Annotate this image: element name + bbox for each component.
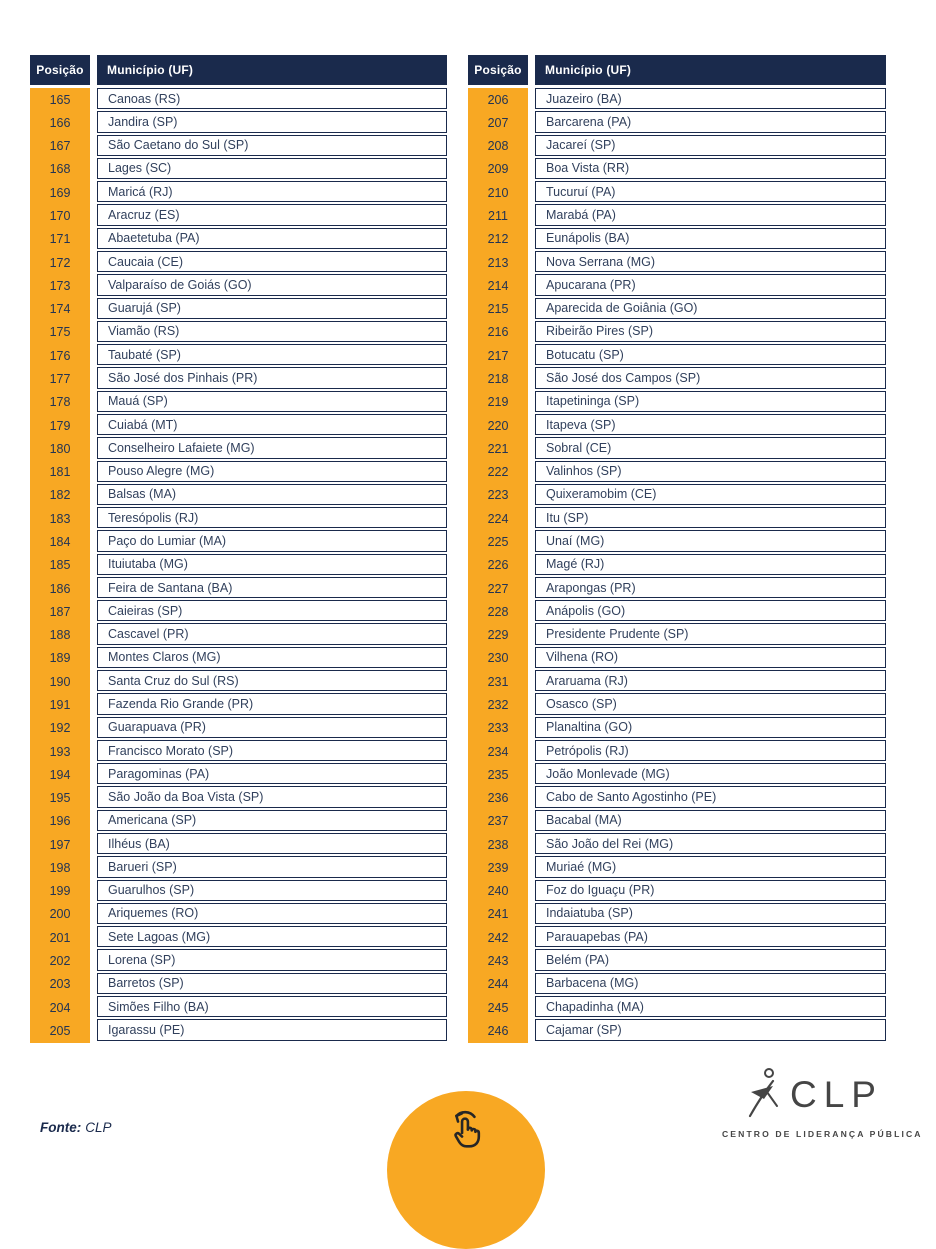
position-cell: 204 <box>49 1000 71 1015</box>
position-cell: 202 <box>49 954 71 969</box>
municipality-cell: Paragominas (PA) <box>97 763 447 784</box>
position-cell: 242 <box>487 930 509 945</box>
position-cell: 231 <box>487 674 509 689</box>
position-cell: 176 <box>49 348 71 363</box>
position-cell: 173 <box>49 278 71 293</box>
position-column-header: Posição <box>30 55 90 85</box>
position-cell: 233 <box>487 721 509 736</box>
position-cell: 229 <box>487 628 509 643</box>
municipality-cell: Americana (SP) <box>97 810 447 831</box>
clp-logo <box>722 1066 923 1139</box>
position-cell: 240 <box>487 884 509 899</box>
position-cell: 213 <box>487 255 509 270</box>
municipality-cell: Petrópolis (RJ) <box>535 740 886 761</box>
ranking-table-left <box>30 55 447 1043</box>
position-cell: 215 <box>487 302 509 317</box>
clp-figure-icon <box>746 1066 786 1123</box>
position-cell: 187 <box>49 604 71 619</box>
position-cell: 234 <box>487 744 509 759</box>
position-cell: 186 <box>49 581 71 596</box>
position-cell: 189 <box>49 651 71 666</box>
position-cell: 168 <box>49 162 71 177</box>
municipality-cell: Magé (RJ) <box>535 554 886 575</box>
municipality-cell: Apucarana (PR) <box>535 274 886 295</box>
municipality-cell: João Monlevade (MG) <box>535 763 886 784</box>
municipality-cell: Igarassu (PE) <box>97 1019 447 1040</box>
source-label: Fonte: <box>40 1120 82 1135</box>
municipality-cell: Barcarena (PA) <box>535 111 886 132</box>
position-cell: 216 <box>487 325 509 340</box>
municipality-cell: Unaí (MG) <box>535 530 886 551</box>
municipality-cell: São Caetano do Sul (SP) <box>97 135 447 156</box>
position-cell: 201 <box>49 930 71 945</box>
position-cell: 197 <box>49 837 71 852</box>
municipality-column <box>535 88 886 1043</box>
position-cell: 211 <box>488 209 508 224</box>
municipality-cell: Francisco Morato (SP) <box>97 740 447 761</box>
position-column-header: Posição <box>468 55 528 85</box>
municipality-cell: Osasco (SP) <box>535 693 886 714</box>
municipality-cell: Indaiatuba (SP) <box>535 903 886 924</box>
municipality-cell: Lorena (SP) <box>97 949 447 970</box>
municipality-cell: Juazeiro (BA) <box>535 88 886 109</box>
municipality-cell: Itapeva (SP) <box>535 414 886 435</box>
municipality-cell: Guarulhos (SP) <box>97 880 447 901</box>
municipality-cell: Mauá (SP) <box>97 391 447 412</box>
position-cell: 239 <box>487 860 509 875</box>
position-cell: 203 <box>49 977 71 992</box>
municipality-cell: Simões Filho (BA) <box>97 996 447 1017</box>
swipe-hint-button[interactable] <box>387 1091 545 1249</box>
position-cell: 244 <box>487 977 509 992</box>
municipality-cell: São José dos Campos (SP) <box>535 367 886 388</box>
position-cell: 221 <box>487 441 509 456</box>
position-cell: 178 <box>49 395 71 410</box>
position-cell: 243 <box>487 954 509 969</box>
table-header-row <box>468 55 886 85</box>
position-cell: 228 <box>487 604 509 619</box>
municipality-cell: Aparecida de Goiânia (GO) <box>535 298 886 319</box>
municipality-cell: Aracruz (ES) <box>97 204 447 225</box>
municipality-cell: Barretos (SP) <box>97 973 447 994</box>
municipality-cell: Barueri (SP) <box>97 856 447 877</box>
municipality-cell: Tucuruí (PA) <box>535 181 886 202</box>
position-cell: 205 <box>49 1023 71 1038</box>
municipality-cell: Taubaté (SP) <box>97 344 447 365</box>
position-cell: 193 <box>49 744 71 759</box>
municipality-column-header: Município (UF) <box>97 55 447 85</box>
municipality-column <box>97 88 447 1043</box>
position-cell: 222 <box>487 465 509 480</box>
position-cell: 198 <box>49 860 71 875</box>
position-cell: 195 <box>49 791 71 806</box>
position-cell: 218 <box>487 372 509 387</box>
position-cell: 245 <box>487 1000 509 1015</box>
municipality-cell: Jandira (SP) <box>97 111 447 132</box>
municipality-cell: Lages (SC) <box>97 158 447 179</box>
municipality-cell: Nova Serrana (MG) <box>535 251 886 272</box>
municipality-cell: São José dos Pinhais (PR) <box>97 367 447 388</box>
position-cell: 225 <box>487 534 509 549</box>
municipality-cell: Teresópolis (RJ) <box>97 507 447 528</box>
municipality-cell: Anápolis (GO) <box>535 600 886 621</box>
municipality-cell: Ariquemes (RO) <box>97 903 447 924</box>
municipality-cell: Valinhos (SP) <box>535 461 886 482</box>
position-cell: 166 <box>49 115 71 130</box>
table-header-row <box>30 55 447 85</box>
position-cell: 167 <box>49 139 71 154</box>
municipality-cell: Parauapebas (PA) <box>535 926 886 947</box>
municipality-cell: Balsas (MA) <box>97 484 447 505</box>
position-cell: 232 <box>487 697 509 712</box>
position-column <box>468 88 528 1043</box>
position-cell: 190 <box>49 674 71 689</box>
position-cell: 241 <box>487 907 509 922</box>
municipality-cell: Araruama (RJ) <box>535 670 886 691</box>
municipality-cell: Arapongas (PR) <box>535 577 886 598</box>
municipality-cell: Ribeirão Pires (SP) <box>535 321 886 342</box>
municipality-column-header: Município (UF) <box>535 55 886 85</box>
municipality-cell: Belém (PA) <box>535 949 886 970</box>
municipality-cell: Vilhena (RO) <box>535 647 886 668</box>
position-cell: 185 <box>49 558 71 573</box>
municipality-cell: Pouso Alegre (MG) <box>97 461 447 482</box>
position-cell: 170 <box>49 209 71 224</box>
position-cell: 223 <box>487 488 509 503</box>
municipality-cell: Barbacena (MG) <box>535 973 886 994</box>
clp-wordmark: CLP <box>790 1074 883 1115</box>
municipality-cell: Maricá (RJ) <box>97 181 447 202</box>
municipality-cell: Chapadinha (MA) <box>535 996 886 1017</box>
position-cell: 174 <box>49 302 71 317</box>
position-cell: 180 <box>49 441 71 456</box>
municipality-cell: Cabo de Santo Agostinho (PE) <box>535 786 886 807</box>
municipality-cell: Santa Cruz do Sul (RS) <box>97 670 447 691</box>
position-column <box>30 88 90 1043</box>
municipality-cell: Cascavel (PR) <box>97 623 447 644</box>
clp-subtitle: CENTRO DE LIDERANÇA PÚBLICA <box>722 1129 923 1139</box>
position-cell: 181 <box>49 465 71 480</box>
position-cell: 219 <box>487 395 509 410</box>
position-cell: 175 <box>49 325 71 340</box>
position-cell: 169 <box>49 185 71 200</box>
municipality-cell: Cajamar (SP) <box>535 1019 886 1040</box>
position-cell: 191 <box>49 697 71 712</box>
position-cell: 212 <box>487 232 509 247</box>
municipality-cell: Paço do Lumiar (MA) <box>97 530 447 551</box>
municipality-cell: Itapetininga (SP) <box>535 391 886 412</box>
source-value: CLP <box>85 1120 112 1135</box>
municipality-cell: Canoas (RS) <box>97 88 447 109</box>
position-cell: 182 <box>49 488 71 503</box>
municipality-cell: Caucaia (CE) <box>97 251 447 272</box>
position-cell: 220 <box>487 418 509 433</box>
position-cell: 224 <box>487 511 509 526</box>
position-cell: 226 <box>487 558 509 573</box>
ranking-table-right <box>468 55 886 1043</box>
position-cell: 199 <box>49 884 71 899</box>
municipality-cell: Conselheiro Lafaiete (MG) <box>97 437 447 458</box>
swipe-left-icon <box>439 1091 493 1162</box>
position-cell: 192 <box>49 721 71 736</box>
municipality-cell: Muriaé (MG) <box>535 856 886 877</box>
municipality-cell: Itu (SP) <box>535 507 886 528</box>
municipality-cell: Sobral (CE) <box>535 437 886 458</box>
municipality-cell: Valparaíso de Goiás (GO) <box>97 274 447 295</box>
municipality-cell: Feira de Santana (BA) <box>97 577 447 598</box>
municipality-cell: Ituiutaba (MG) <box>97 554 447 575</box>
table-body <box>30 88 447 1043</box>
position-cell: 177 <box>49 372 71 387</box>
municipality-cell: Eunápolis (BA) <box>535 228 886 249</box>
table-body <box>468 88 886 1043</box>
municipality-cell: Foz do Iguaçu (PR) <box>535 880 886 901</box>
position-cell: 236 <box>487 791 509 806</box>
position-cell: 238 <box>487 837 509 852</box>
position-cell: 214 <box>487 278 509 293</box>
position-cell: 165 <box>49 92 71 107</box>
municipality-cell: Bacabal (MA) <box>535 810 886 831</box>
source-note <box>40 1120 112 1135</box>
position-cell: 188 <box>49 628 71 643</box>
position-cell: 230 <box>487 651 509 666</box>
position-cell: 207 <box>487 115 509 130</box>
position-cell: 217 <box>487 348 509 363</box>
municipality-cell: Cuiabá (MT) <box>97 414 447 435</box>
position-cell: 194 <box>49 767 71 782</box>
position-cell: 184 <box>49 534 71 549</box>
position-cell: 172 <box>49 255 71 270</box>
position-cell: 171 <box>49 232 71 247</box>
municipality-cell: Sete Lagoas (MG) <box>97 926 447 947</box>
position-cell: 235 <box>487 767 509 782</box>
municipality-cell: Ilhéus (BA) <box>97 833 447 854</box>
position-cell: 237 <box>487 814 509 829</box>
position-cell: 200 <box>49 907 71 922</box>
position-cell: 209 <box>487 162 509 177</box>
position-cell: 183 <box>49 511 71 526</box>
position-cell: 206 <box>487 92 509 107</box>
position-cell: 208 <box>487 139 509 154</box>
municipality-cell: Quixeramobim (CE) <box>535 484 886 505</box>
position-cell: 210 <box>487 185 509 200</box>
municipality-cell: São João del Rei (MG) <box>535 833 886 854</box>
municipality-cell: Planaltina (GO) <box>535 717 886 738</box>
municipality-cell: Guarujá (SP) <box>97 298 447 319</box>
municipality-cell: Boa Vista (RR) <box>535 158 886 179</box>
municipality-cell: Jacareí (SP) <box>535 135 886 156</box>
municipality-cell: Viamão (RS) <box>97 321 447 342</box>
municipality-cell: Abaetetuba (PA) <box>97 228 447 249</box>
position-cell: 179 <box>49 418 71 433</box>
municipality-cell: Presidente Prudente (SP) <box>535 623 886 644</box>
municipality-cell: Caieiras (SP) <box>97 600 447 621</box>
position-cell: 196 <box>49 814 71 829</box>
municipality-cell: Guarapuava (PR) <box>97 717 447 738</box>
municipality-cell: Botucatu (SP) <box>535 344 886 365</box>
municipality-cell: Montes Claros (MG) <box>97 647 447 668</box>
municipality-cell: São João da Boa Vista (SP) <box>97 786 447 807</box>
position-cell: 227 <box>487 581 509 596</box>
municipality-cell: Marabá (PA) <box>535 204 886 225</box>
municipality-cell: Fazenda Rio Grande (PR) <box>97 693 447 714</box>
position-cell: 246 <box>487 1023 509 1038</box>
